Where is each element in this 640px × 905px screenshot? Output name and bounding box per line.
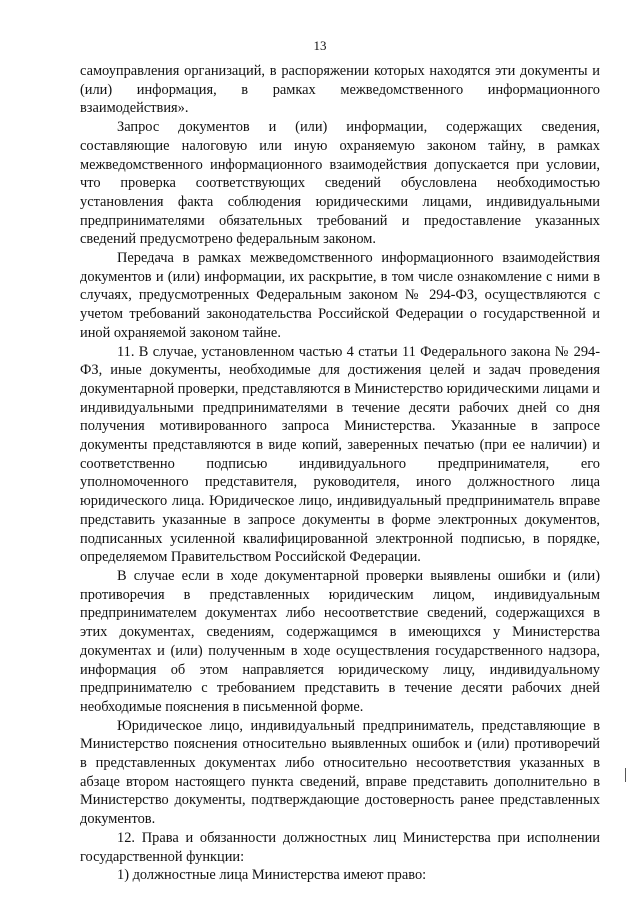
paragraph-subitem-1: 1) должностные лица Министерства имеют право: — [117, 867, 427, 884]
paragraph-request-secret-info: Запрос документов и (или) информации, содержащих сведения, составляющие налоговую или иную охраняемую законом тайну, в рамках межведомственного информационного взаимодействия допускается при условии, что проверка соответствующих сведений обусловлена необходимостью установления факта соблюдения юридическими лицами, индивидуальными предпринимателями обязательных требований и предоставление указанных сведений предусмотрено федеральным законом. — [80, 119, 600, 248]
page-number: 13 — [313, 38, 327, 53]
paragraph-continuation: самоуправления организаций, в распоряжении которых находятся эти документы и (или) информация, в рамках межведомственного информационного взаимодействия». — [80, 63, 600, 117]
paragraph-item-11: 11. В случае, установленном частью 4 статьи 11 Федерального закона № 294-ФЗ, иные документы, необходимые для достижения целей и задач проведения документарной проверки, представляются в Министерство юридическими лицами и индивидуальными предпринимателями в течение десяти рабочих дней со дня получения мотивированного запроса Министерства. Указанные в запросе документы представляются в виде копий, заверенных печатью (при ее наличии) и соответственно подписью индивидуального предпринимателя, его уполномоченного представителя, руководителя, иного должностного лица юридического лица. Юридическое лицо, индивидуальный предприниматель вправе представить указанные в запросе документы в форме электронных документов, подписанных усиленной квалифицированной электронной подписью, в порядке, определяемом Правительством Российской Федерации. — [80, 343, 600, 566]
paragraph-explanations: Юридическое лицо, индивидуальный предприниматель, представляющие в Министерство пояснения относительно выявленных ошибок и (или) противоречий в представленных документах либо относительно несоответствия указанных в абзаце втором настоящего пункта сведений, вправе представить дополнительно в Министерство документы, подтверждающие достоверность ранее представленных документов. — [80, 717, 600, 828]
paragraph-transfer-info: Передача в рамках межведомственного информационного взаимодействия документов и (или) информации, их раскрытие, в том числе ознакомление с ними в случаях, предусмотренных Федеральным законом № 294-ФЗ, осуществляются с учетом требований законодательства Российской Федерации о государственной и иной охраняемой законом тайне. — [80, 250, 600, 341]
scan-artifact-mark — [625, 768, 626, 782]
document-body — [80, 62, 600, 885]
paragraph-item-12: 12. Права и обязанности должностных лиц Министерства при исполнении государственной функции: — [80, 829, 600, 865]
paragraph-errors-detected: В случае если в ходе документарной проверки выявлены ошибки и (или) противоречия в представленных юридическим лицом, индивидуальным предпринимателем документах либо несоответствие сведений, содержащихся в этих документах, сведениям, содержащимся в имеющихся у Министерства документах и (или) полученным в ходе осуществления государственного надзора, информация об этом направляется юридическому лицу, индивидуальному предпринимателю с требованием представить в течение десяти рабочих дней необходимые пояснения в письменной форме. — [80, 567, 600, 715]
